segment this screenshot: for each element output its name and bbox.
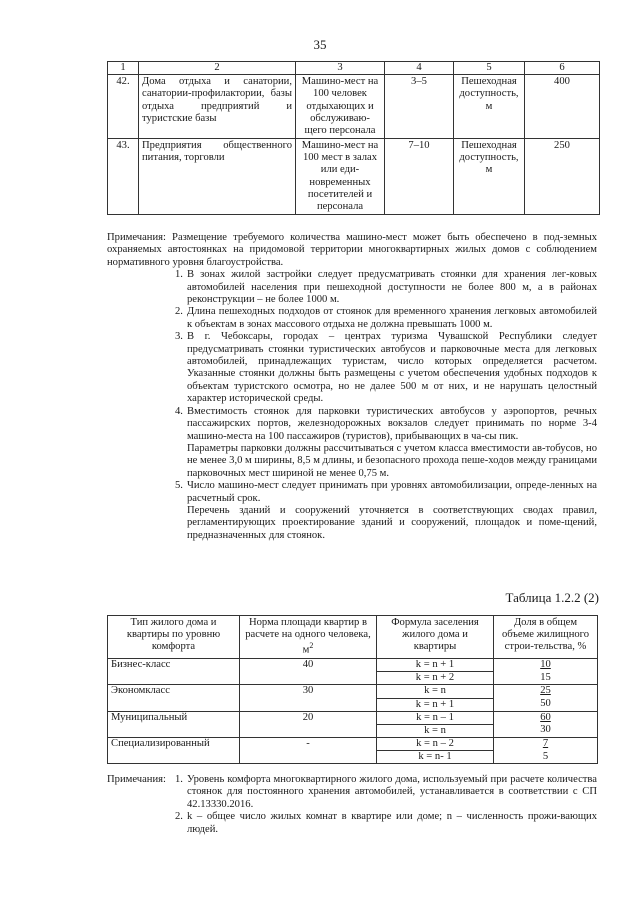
table-row — [108, 75, 600, 139]
table-row — [108, 751, 598, 764]
notes-section — [107, 232, 597, 542]
table-row — [108, 711, 598, 724]
spaces-range: 7–10 — [385, 139, 454, 215]
note-item — [175, 480, 597, 505]
note-text: В г. Чебоксары, городах – центрах туризма Чувашской Республики следует предусматривать стоянки туристических автобусов и парковочные места для легковых автомобилей, принадлежащих туристам, число которых определяется расчетом. Указанные стоянки должны быть размещены с учетом обеспечения удобных подходов к объектам туристского осмотра, но не далее 500 м от них, и не нарушать целостный характер исторической среды. — [187, 331, 597, 405]
column-number: 5 — [454, 62, 525, 75]
column-header: Формула заселения жилого дома и квартиры — [377, 616, 494, 659]
note-number: 1. — [175, 774, 183, 785]
column-number: 4 — [385, 62, 454, 75]
note-item — [175, 306, 597, 331]
table-row — [108, 724, 598, 737]
note-item — [107, 774, 597, 811]
parking-norms-table — [107, 61, 600, 215]
share — [494, 659, 598, 672]
comfort-type: Бизнес-класс — [108, 659, 240, 672]
table-row — [108, 685, 598, 698]
comfort-type: Муниципальный — [108, 711, 240, 724]
column-number: 3 — [296, 62, 385, 75]
note-text: Число машино-мест следует принимать при уровнях автомобилизации, опреде-ленных на расчетный срок. — [187, 480, 597, 504]
housing-comfort-table — [107, 615, 598, 764]
distance: 400 — [525, 75, 600, 139]
column-number: 6 — [525, 62, 600, 75]
note-text: Уровень комфорта многоквартирного жилого дома, используемый при расчете количества стоянок для постоянного хранения автомобилей, устанавливается в соответствии с СП 42.13330.2016. — [187, 774, 597, 810]
note-number: 1. — [175, 269, 183, 281]
table-header-row — [108, 62, 600, 75]
note-paragraph: Перечень зданий и сооружений уточняется в соответствующих сводах правил, регламентирующих проектирование зданий и сооружений, площадок и поме-щений, предназначенных для стоянок. — [187, 504, 597, 541]
area-norm: 20 — [240, 711, 377, 724]
note-number: 5. — [175, 480, 183, 492]
share-value: 5 — [494, 751, 598, 764]
note-number: 2. — [175, 306, 183, 318]
share-value: 30 — [494, 724, 598, 737]
note-text: k – общее число жилых комнат в квартире или доме; n – численность прожи-вающих людей. — [187, 811, 597, 835]
notes-label: Примечания: — [107, 232, 166, 243]
table-row — [108, 698, 598, 711]
row-number: 42. — [108, 75, 139, 139]
note-text: В зонах жилой застройки следует предусматривать стоянки для хранения лег-ковых автомобилей населения при пешеходной доступности не более 800 м, а в районах реконструкции – не более 1000 м. — [187, 269, 597, 306]
share — [494, 685, 598, 698]
comfort-type: Экономкласс — [108, 685, 240, 698]
share-value: 50 — [494, 698, 598, 711]
table-header-row — [108, 616, 598, 659]
table-row — [108, 738, 598, 751]
note-item — [175, 406, 597, 443]
distance: 250 — [525, 139, 600, 215]
calc-unit: Машино-мест на 100 человек отдыхающих и обслуживаю-щего персонала — [296, 75, 385, 139]
share-value: 10 — [540, 659, 551, 671]
table-row — [108, 139, 600, 215]
spaces-range: 3–5 — [385, 75, 454, 139]
formula: k = n — [377, 685, 494, 698]
formula: k = n – 1 — [377, 711, 494, 724]
column-header: Норма площади квартир в расчете на одного человека, $м^2$ — [240, 616, 377, 659]
share-value: 25 — [540, 685, 551, 697]
formula: k = n + 1 — [377, 698, 494, 711]
object-name: Дома отдыха и санатории, санатории-профилактории, базы отдыха предприятий и туристские базы — [139, 75, 296, 139]
area-norm: 40 — [240, 659, 377, 672]
row-number: 43. — [108, 139, 139, 215]
area-norm: - — [240, 738, 377, 751]
calc-unit: Машино-мест на 100 мест в залах или еди-новременных посетителей и персонала — [296, 139, 385, 215]
share-value: 60 — [540, 711, 551, 723]
page-number: 35 — [313, 37, 327, 52]
note-item — [175, 331, 597, 405]
share-value: 15 — [494, 672, 598, 685]
notes-label: Примечания: — [107, 774, 166, 785]
share — [494, 711, 598, 724]
note-text: Длина пешеходных подходов от стоянок для временного хранения легковых автомобилей к объектам в зонах массового отдыха не должна превышать 1000 м. — [187, 306, 597, 330]
note-text: Вместимость стоянок для парковки туристических автобусов у аэропортов, речных пассажирских портов, железнодорожных вокзалов следует принимать по норме 3-4 машино-места на 100 пассажиров (туристов), прибывающих в ча-сы пик. — [187, 405, 597, 442]
table-row — [108, 659, 598, 672]
column-number: 2 — [139, 62, 296, 75]
notes-intro-text: Размещение требуемого количества машино-мест может быть обеспечено в под-земных охраняемых автостоянках на придомовой территории многоквартирных жилых домов с соблюдением нормативного уровня благоустройства. — [107, 232, 597, 268]
accessibility: Пешеходная доступность, м — [454, 75, 525, 139]
accessibility: Пешеходная доступность, м — [454, 139, 525, 215]
column-header: Тип жилого дома и квартиры по уровню комфорта — [108, 616, 240, 659]
comfort-type: Специализированный — [108, 738, 240, 751]
note-number: 2. — [175, 811, 183, 823]
table-row — [108, 672, 598, 685]
formula: k = n — [377, 724, 494, 737]
share-value: 7 — [542, 738, 549, 750]
formula: k = n + 2 — [377, 672, 494, 685]
share — [494, 738, 598, 751]
object-name: Предприятия общественного питания, торговли — [139, 139, 296, 215]
notes-intro — [107, 232, 597, 269]
note-number: 4. — [175, 405, 183, 417]
column-header: Доля в общем объеме жилищного строи-тельства, % — [494, 616, 598, 659]
area-norm: 30 — [240, 685, 377, 698]
notes-list — [107, 269, 597, 443]
formula: k = n – 2 — [377, 738, 494, 751]
note-number: 3. — [175, 331, 183, 343]
formula: k = n + 1 — [377, 659, 494, 672]
formula: k = n- 1 — [377, 751, 494, 764]
note-paragraph: Параметры парковки должны рассчитываться с учетом класса вместимости ав-тобусов, но не менее 3,0 м ширины, 8,5 м длины, и безопасного прохода пеше-ходов между границами парковочных мест шириной не менее 0,75 м. — [187, 442, 597, 479]
note-item — [175, 269, 597, 306]
table-caption: Таблица 1.2.2 (2) — [505, 590, 599, 605]
note-item — [107, 811, 597, 836]
notes-list — [107, 480, 597, 505]
column-number: 1 — [108, 62, 139, 75]
notes-section-2 — [107, 774, 597, 836]
